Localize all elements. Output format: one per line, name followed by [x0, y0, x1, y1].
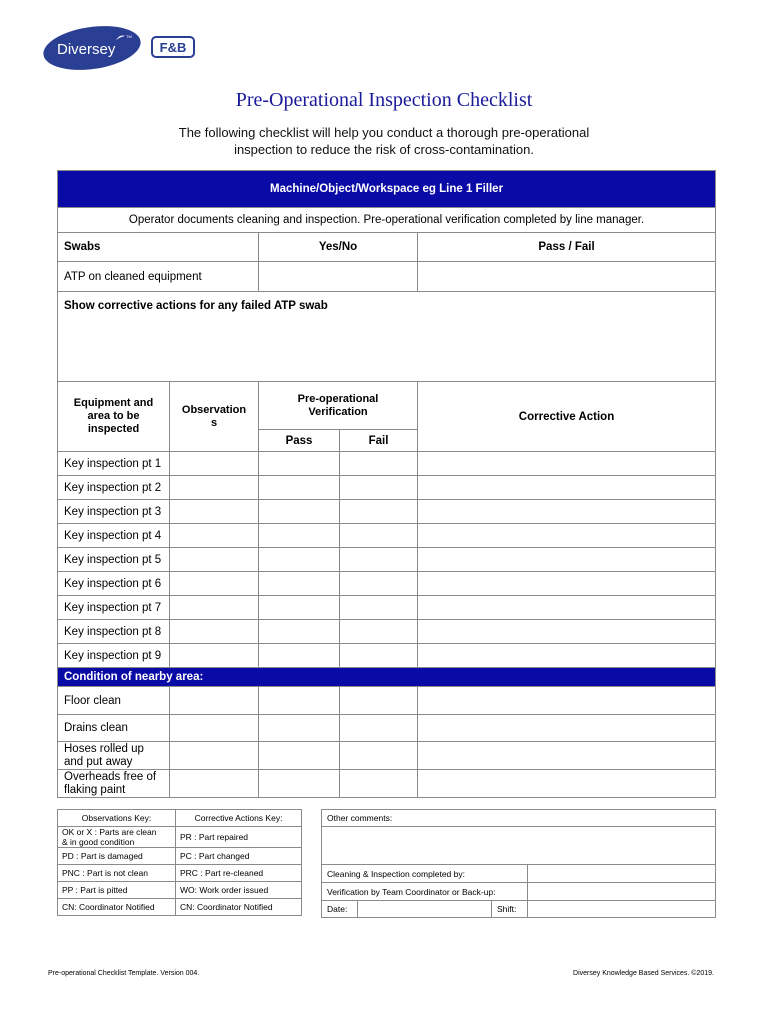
corrective-action-cell[interactable]: [418, 548, 716, 572]
atp-yes-no-cell[interactable]: [259, 262, 418, 292]
table-row: [58, 644, 716, 668]
shift-label: Shift:: [492, 901, 528, 918]
inspection-point-label: Key inspection pt 3: [58, 500, 170, 524]
fail-cell[interactable]: [340, 524, 418, 548]
nearby-area-label: Drains clean: [58, 715, 170, 742]
table-row: [58, 620, 716, 644]
observation-cell[interactable]: [170, 500, 259, 524]
svg-text:F&B: F&B: [159, 40, 187, 55]
fail-cell[interactable]: [340, 715, 418, 742]
inspection-point-label: Key inspection pt 2: [58, 476, 170, 500]
pass-cell[interactable]: [259, 770, 340, 798]
table-row: [58, 476, 716, 500]
other-comments-label: Other comments:: [322, 810, 716, 827]
verification-by-field[interactable]: [528, 883, 716, 901]
corrective-key-title: Corrective Actions Key:: [176, 810, 302, 827]
pass-cell[interactable]: [259, 500, 340, 524]
nearby-area-label: Overheads free of flaking paint: [58, 770, 170, 798]
table-row: [58, 548, 716, 572]
pass-cell[interactable]: [259, 476, 340, 500]
nearby-area-header: Condition of nearby area:: [58, 668, 716, 687]
completed-by-field[interactable]: [528, 865, 716, 883]
pass-fail-label: Pass / Fail: [418, 233, 716, 262]
corrective-action-cell[interactable]: [418, 452, 716, 476]
nearby-area-label: Floor clean: [58, 687, 170, 715]
observation-cell[interactable]: [170, 524, 259, 548]
observations-key-title: Observations Key:: [58, 810, 176, 827]
pass-cell[interactable]: [259, 452, 340, 476]
table-subheader: Operator documents cleaning and inspection. Pre-operational verification completed by line manager.: [58, 208, 716, 233]
observations-key-item: PD : Part is damaged: [58, 848, 176, 865]
shift-field[interactable]: [528, 901, 716, 918]
verification-by-label: Verification by Team Coordinator or Back-up:: [322, 883, 528, 901]
inspection-point-label: Key inspection pt 5: [58, 548, 170, 572]
other-comments-field[interactable]: [322, 827, 716, 865]
table-row: [58, 452, 716, 476]
diversey-logo-text: Diversey: [57, 41, 116, 58]
atp-pass-fail-cell[interactable]: [418, 262, 716, 292]
verification-column-header: Pre-operational Verification: [259, 382, 418, 430]
pass-column-header: Pass: [259, 430, 340, 452]
pass-cell[interactable]: [259, 620, 340, 644]
atp-row-label: ATP on cleaned equipment: [58, 262, 259, 292]
keys-table: [57, 809, 302, 916]
observations-column-header: Observation s: [170, 382, 259, 452]
equipment-column-header: Equipment and area to be inspected: [58, 382, 170, 452]
corrective-key-item: PR : Part repaired: [176, 827, 302, 848]
fail-cell[interactable]: [340, 476, 418, 500]
observation-cell[interactable]: [170, 548, 259, 572]
fail-cell[interactable]: [340, 742, 418, 770]
observation-cell[interactable]: [170, 476, 259, 500]
table-row: [58, 742, 716, 770]
inspection-point-label: Key inspection pt 9: [58, 644, 170, 668]
inspection-point-label: Key inspection pt 6: [58, 572, 170, 596]
observation-cell[interactable]: [170, 687, 259, 715]
inspection-table: [57, 170, 716, 798]
comments-table: [321, 809, 716, 918]
table-row: [58, 770, 716, 798]
fail-cell[interactable]: [340, 548, 418, 572]
table-row: [58, 715, 716, 742]
corrective-action-cell[interactable]: [418, 524, 716, 548]
intro-text: The following checklist will help you conduct a thorough pre-operational inspection to reduce the risk of cross-contamination.: [178, 125, 590, 157]
pass-cell[interactable]: [259, 524, 340, 548]
inspection-point-label: Key inspection pt 7: [58, 596, 170, 620]
inspection-point-label: Key inspection pt 8: [58, 620, 170, 644]
observation-cell[interactable]: [170, 742, 259, 770]
fail-cell[interactable]: [340, 572, 418, 596]
fail-cell[interactable]: [340, 596, 418, 620]
observation-cell[interactable]: [170, 715, 259, 742]
footer-version: Pre-operational Checklist Template. Version 004.: [48, 970, 200, 977]
table-header: Machine/Object/Workspace eg Line 1 Filler: [58, 171, 716, 208]
table-row: [58, 687, 716, 715]
completed-by-label: Cleaning & Inspection completed by:: [322, 865, 528, 883]
inspection-point-label: Key inspection pt 1: [58, 452, 170, 476]
pass-cell[interactable]: [259, 644, 340, 668]
observation-cell[interactable]: [170, 620, 259, 644]
corrective-key-item: PC : Part changed: [176, 848, 302, 865]
observations-key-item: CN: Coordinator Notified: [58, 899, 176, 916]
fail-column-header: Fail: [340, 430, 418, 452]
footer-copyright: Diversey Knowledge Based Services. ©2019.: [573, 970, 714, 977]
table-row: [58, 596, 716, 620]
observation-cell[interactable]: [170, 770, 259, 798]
pass-cell[interactable]: [259, 572, 340, 596]
observation-cell[interactable]: [170, 452, 259, 476]
fail-cell[interactable]: [340, 770, 418, 798]
corrective-key-item: PRC : Part re-cleaned: [176, 865, 302, 882]
corrective-key-item: CN: Coordinator Notified: [176, 899, 302, 916]
corrective-action-cell[interactable]: [418, 770, 716, 798]
fb-badge: [151, 36, 195, 58]
date-label: Date:: [322, 901, 358, 918]
observation-cell[interactable]: [170, 572, 259, 596]
observations-key-item: OK or X : Parts are clean & in good condition: [58, 827, 176, 848]
pass-cell[interactable]: [259, 687, 340, 715]
inspection-point-label: Key inspection pt 4: [58, 524, 170, 548]
corrective-action-column-header: Corrective Action: [418, 382, 716, 452]
observation-cell[interactable]: [170, 596, 259, 620]
fail-cell[interactable]: [340, 644, 418, 668]
date-field[interactable]: [358, 901, 492, 918]
fail-cell[interactable]: [340, 500, 418, 524]
swabs-label: Swabs: [58, 233, 259, 262]
observations-key-item: PNC : Part is not clean: [58, 865, 176, 882]
table-row: [58, 500, 716, 524]
observation-cell[interactable]: [170, 644, 259, 668]
corrective-action-cell[interactable]: [418, 742, 716, 770]
corrective-action-cell[interactable]: [418, 572, 716, 596]
corrective-action-cell[interactable]: [418, 715, 716, 742]
corrective-action-cell[interactable]: [418, 687, 716, 715]
observations-key-item: PP : Part is pitted: [58, 882, 176, 899]
pass-cell[interactable]: [259, 742, 340, 770]
nearby-area-label: Hoses rolled up and put away: [58, 742, 170, 770]
corrective-action-cell[interactable]: [418, 620, 716, 644]
pass-cell[interactable]: [259, 548, 340, 572]
diversey-logo: [42, 24, 142, 72]
corrective-action-cell[interactable]: [418, 500, 716, 524]
fail-cell[interactable]: [340, 687, 418, 715]
yes-no-label: Yes/No: [259, 233, 418, 262]
table-row: [58, 524, 716, 548]
corrective-action-cell[interactable]: [418, 476, 716, 500]
pass-cell[interactable]: [259, 715, 340, 742]
pass-cell[interactable]: [259, 596, 340, 620]
svg-text:TM: TM: [126, 34, 132, 39]
corrective-action-cell[interactable]: [418, 644, 716, 668]
table-row: [58, 572, 716, 596]
fail-cell[interactable]: [340, 452, 418, 476]
corrective-note[interactable]: Show corrective actions for any failed ATP swab: [58, 292, 716, 382]
page-title: Pre-Operational Inspection Checklist: [235, 89, 533, 111]
corrective-key-item: WO: Work order issued: [176, 882, 302, 899]
corrective-action-cell[interactable]: [418, 596, 716, 620]
fail-cell[interactable]: [340, 620, 418, 644]
